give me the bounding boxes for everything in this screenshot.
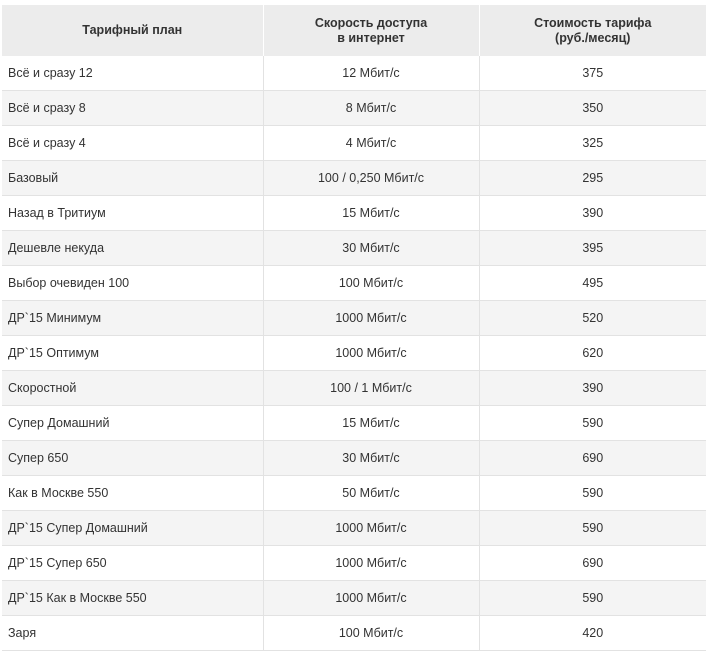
table-row <box>2 616 706 651</box>
plan-name-cell: ДР`15 Супер 650 <box>2 546 263 581</box>
speed-cell: 15 Мбит/с <box>263 406 479 441</box>
plan-name-cell: ДР`15 Оптимум <box>2 336 263 371</box>
price-cell: 495 <box>479 266 706 301</box>
plan-name-cell: Всё и сразу 12 <box>2 56 263 91</box>
speed-cell: 30 Мбит/с <box>263 231 479 266</box>
table-row <box>2 196 706 231</box>
table-row <box>2 546 706 581</box>
plan-name-cell: Супер 650 <box>2 441 263 476</box>
price-cell: 690 <box>479 441 706 476</box>
plan-name-cell: Скоростной <box>2 371 263 406</box>
header-row <box>2 5 706 56</box>
plan-name-cell: Супер Домашний <box>2 406 263 441</box>
table-row <box>2 161 706 196</box>
plan-name-cell: Назад в Тритиум <box>2 196 263 231</box>
table-row <box>2 126 706 161</box>
price-cell: 590 <box>479 581 706 616</box>
header-price-line2: (руб./месяц) <box>555 30 631 45</box>
price-cell: 295 <box>479 161 706 196</box>
price-cell: 395 <box>479 231 706 266</box>
table-row <box>2 371 706 406</box>
speed-cell: 15 Мбит/с <box>263 196 479 231</box>
speed-cell: 4 Мбит/с <box>263 126 479 161</box>
plan-name-cell: Дешевле некуда <box>2 231 263 266</box>
table-row <box>2 91 706 126</box>
speed-cell: 100 / 1 Мбит/с <box>263 371 479 406</box>
price-cell: 590 <box>479 511 706 546</box>
table-row <box>2 581 706 616</box>
price-cell: 420 <box>479 616 706 651</box>
speed-cell: 8 Мбит/с <box>263 91 479 126</box>
speed-cell: 100 Мбит/с <box>263 266 479 301</box>
table-row <box>2 406 706 441</box>
price-cell: 520 <box>479 301 706 336</box>
price-cell: 375 <box>479 56 706 91</box>
plan-name-cell: Выбор очевиден 100 <box>2 266 263 301</box>
table-row <box>2 511 706 546</box>
header-speed-line2: в интернет <box>337 30 405 45</box>
header-plan <box>2 5 263 56</box>
plan-name-cell: ДР`15 Минимум <box>2 301 263 336</box>
speed-cell: 100 Мбит/с <box>263 616 479 651</box>
price-cell: 390 <box>479 371 706 406</box>
plan-name-cell: Базовый <box>2 161 263 196</box>
header-price <box>479 5 706 56</box>
tariff-table <box>2 5 706 651</box>
header-price-line1: Стоимость тарифа <box>534 15 652 30</box>
speed-cell: 50 Мбит/с <box>263 476 479 511</box>
plan-name-cell: Всё и сразу 8 <box>2 91 263 126</box>
table-row <box>2 476 706 511</box>
speed-cell: 1000 Мбит/с <box>263 336 479 371</box>
table-row <box>2 231 706 266</box>
plan-name-cell: ДР`15 Как в Москве 550 <box>2 581 263 616</box>
header-plan-label: Тарифный план <box>82 23 183 37</box>
speed-cell: 100 / 0,250 Мбит/с <box>263 161 479 196</box>
speed-cell: 1000 Мбит/с <box>263 301 479 336</box>
table-header <box>2 5 706 56</box>
table-row <box>2 301 706 336</box>
price-cell: 590 <box>479 406 706 441</box>
speed-cell: 30 Мбит/с <box>263 441 479 476</box>
price-cell: 590 <box>479 476 706 511</box>
plan-name-cell: ДР`15 Супер Домашний <box>2 511 263 546</box>
speed-cell: 1000 Мбит/с <box>263 511 479 546</box>
speed-cell: 12 Мбит/с <box>263 56 479 91</box>
header-speed-line1: Скорость доступа <box>314 15 428 30</box>
header-speed <box>263 5 479 56</box>
table-row <box>2 266 706 301</box>
plan-name-cell: Заря <box>2 616 263 651</box>
price-cell: 620 <box>479 336 706 371</box>
speed-cell: 1000 Мбит/с <box>263 546 479 581</box>
table-body <box>2 56 706 651</box>
price-cell: 690 <box>479 546 706 581</box>
plan-name-cell: Всё и сразу 4 <box>2 126 263 161</box>
table-row <box>2 336 706 371</box>
price-cell: 325 <box>479 126 706 161</box>
price-cell: 350 <box>479 91 706 126</box>
table-row <box>2 441 706 476</box>
speed-cell: 1000 Мбит/с <box>263 581 479 616</box>
plan-name-cell: Как в Москве 550 <box>2 476 263 511</box>
price-cell: 390 <box>479 196 706 231</box>
table-row <box>2 56 706 91</box>
